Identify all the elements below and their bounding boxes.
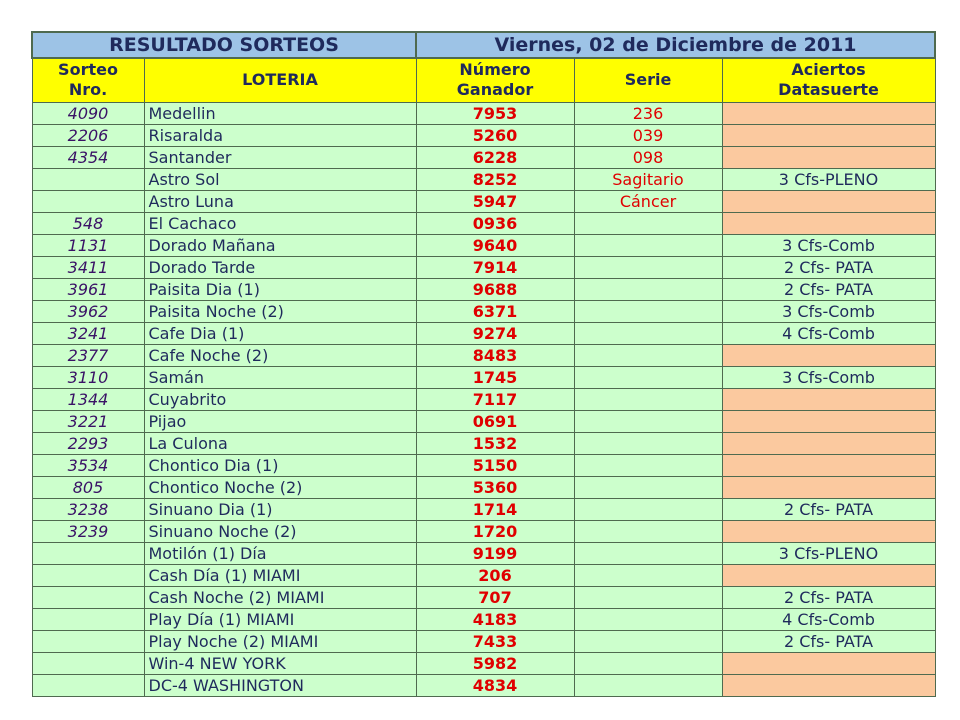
cell-serie[interactable] xyxy=(574,454,722,476)
table-row xyxy=(32,300,935,322)
cell-sorteo[interactable] xyxy=(32,564,144,586)
cell-sorteo[interactable]: 3221 xyxy=(32,410,144,432)
cell-sorteo[interactable] xyxy=(32,168,144,190)
cell-serie[interactable] xyxy=(574,476,722,498)
table-row xyxy=(32,168,935,190)
cell-loteria[interactable]: Paisita Dia (1) xyxy=(144,278,416,300)
cell-loteria[interactable]: Cafe Noche (2) xyxy=(144,344,416,366)
title-left: RESULTADO SORTEOS xyxy=(32,32,416,58)
cell-sorteo[interactable] xyxy=(32,674,144,696)
cell-loteria[interactable]: Motilón (1) Día xyxy=(144,542,416,564)
header-sorteo-line1: Sorteo xyxy=(58,60,118,80)
cell-aciertos[interactable] xyxy=(722,146,935,168)
table-row xyxy=(32,388,935,410)
cell-serie[interactable] xyxy=(574,586,722,608)
cell-loteria[interactable]: Win-4 NEW YORK xyxy=(144,652,416,674)
cell-serie[interactable] xyxy=(574,234,722,256)
cell-loteria[interactable]: Paisita Noche (2) xyxy=(144,300,416,322)
header-numero xyxy=(416,58,574,102)
cell-numero[interactable]: 7953 xyxy=(416,102,574,124)
results-table xyxy=(31,31,936,697)
cell-aciertos[interactable] xyxy=(722,212,935,234)
cell-sorteo[interactable]: 1344 xyxy=(32,388,144,410)
cell-numero[interactable]: 1714 xyxy=(416,498,574,520)
cell-numero[interactable]: 8252 xyxy=(416,168,574,190)
cell-aciertos[interactable] xyxy=(722,674,935,696)
table-row xyxy=(32,146,935,168)
cell-sorteo[interactable] xyxy=(32,586,144,608)
cell-aciertos[interactable] xyxy=(722,124,935,146)
cell-serie[interactable] xyxy=(574,322,722,344)
table-row xyxy=(32,410,935,432)
table-row xyxy=(32,454,935,476)
table-row xyxy=(32,190,935,212)
cell-sorteo[interactable]: 3241 xyxy=(32,322,144,344)
cell-loteria[interactable]: El Cachaco xyxy=(144,212,416,234)
cell-serie[interactable] xyxy=(574,410,722,432)
cell-sorteo[interactable]: 2377 xyxy=(32,344,144,366)
cell-serie[interactable] xyxy=(574,542,722,564)
cell-numero[interactable]: 7914 xyxy=(416,256,574,278)
table-row xyxy=(32,322,935,344)
table-row xyxy=(32,102,935,124)
cell-loteria[interactable]: Astro Luna xyxy=(144,190,416,212)
cell-sorteo[interactable]: 3534 xyxy=(32,454,144,476)
cell-serie[interactable] xyxy=(574,212,722,234)
cell-numero[interactable]: 9274 xyxy=(416,322,574,344)
header-numero-line1: Número xyxy=(459,60,531,80)
cell-loteria[interactable]: La Culona xyxy=(144,432,416,454)
cell-serie[interactable] xyxy=(574,256,722,278)
cell-loteria[interactable]: Cash Día (1) MIAMI xyxy=(144,564,416,586)
table-row xyxy=(32,366,935,388)
cell-sorteo[interactable]: 3239 xyxy=(32,520,144,542)
cell-loteria[interactable]: Dorado Tarde xyxy=(144,256,416,278)
cell-serie[interactable] xyxy=(574,344,722,366)
cell-numero[interactable]: 5360 xyxy=(416,476,574,498)
table-row xyxy=(32,432,935,454)
table-row xyxy=(32,586,935,608)
cell-aciertos[interactable]: 2 Cfs- PATA xyxy=(722,498,935,520)
cell-loteria[interactable]: Play Día (1) MIAMI xyxy=(144,608,416,630)
cell-aciertos[interactable] xyxy=(722,652,935,674)
cell-loteria[interactable]: Chontico Noche (2) xyxy=(144,476,416,498)
cell-aciertos[interactable]: 3 Cfs-PLENO xyxy=(722,168,935,190)
cell-sorteo[interactable]: 805 xyxy=(32,476,144,498)
cell-sorteo[interactable]: 3962 xyxy=(32,300,144,322)
cell-serie[interactable]: Sagitario xyxy=(574,168,722,190)
cell-numero[interactable]: 4834 xyxy=(416,674,574,696)
cell-numero[interactable]: 9640 xyxy=(416,234,574,256)
table-row xyxy=(32,630,935,652)
cell-serie[interactable] xyxy=(574,674,722,696)
cell-numero[interactable]: 5982 xyxy=(416,652,574,674)
header-aciertos-line1: Aciertos xyxy=(791,60,866,80)
cell-sorteo[interactable] xyxy=(32,652,144,674)
cell-serie[interactable] xyxy=(574,388,722,410)
cell-aciertos[interactable] xyxy=(722,388,935,410)
cell-aciertos[interactable] xyxy=(722,432,935,454)
cell-serie[interactable] xyxy=(574,520,722,542)
cell-serie[interactable] xyxy=(574,564,722,586)
cell-aciertos[interactable]: 4 Cfs-Comb xyxy=(722,322,935,344)
title-row xyxy=(32,32,935,58)
cell-serie[interactable] xyxy=(574,630,722,652)
cell-serie[interactable]: Cáncer xyxy=(574,190,722,212)
cell-numero[interactable]: 9688 xyxy=(416,278,574,300)
cell-sorteo[interactable]: 2206 xyxy=(32,124,144,146)
cell-aciertos[interactable]: 4 Cfs-Comb xyxy=(722,608,935,630)
table-row xyxy=(32,520,935,542)
table-row xyxy=(32,212,935,234)
cell-numero[interactable]: 0936 xyxy=(416,212,574,234)
header-sorteo-line2: Nro. xyxy=(68,80,108,100)
cell-numero[interactable]: 206 xyxy=(416,564,574,586)
cell-loteria[interactable]: Cash Noche (2) MIAMI xyxy=(144,586,416,608)
cell-numero[interactable]: 6371 xyxy=(416,300,574,322)
cell-aciertos[interactable]: 3 Cfs-Comb xyxy=(722,234,935,256)
table-row xyxy=(32,234,935,256)
cell-serie[interactable] xyxy=(574,652,722,674)
cell-numero[interactable]: 4183 xyxy=(416,608,574,630)
cell-sorteo[interactable]: 3961 xyxy=(32,278,144,300)
cell-sorteo[interactable]: 3411 xyxy=(32,256,144,278)
cell-aciertos[interactable] xyxy=(722,190,935,212)
cell-sorteo[interactable]: 548 xyxy=(32,212,144,234)
table-row xyxy=(32,476,935,498)
cell-numero[interactable]: 5150 xyxy=(416,454,574,476)
cell-aciertos[interactable] xyxy=(722,344,935,366)
cell-sorteo[interactable]: 4090 xyxy=(32,102,144,124)
header-aciertos xyxy=(722,58,935,102)
cell-aciertos[interactable]: 3 Cfs-PLENO xyxy=(722,542,935,564)
cell-sorteo[interactable]: 4354 xyxy=(32,146,144,168)
cell-numero[interactable]: 5947 xyxy=(416,190,574,212)
header-aciertos-line2: Datasuerte xyxy=(778,80,879,100)
title-date: Viernes, 02 de Diciembre de 2011 xyxy=(416,32,935,58)
cell-loteria[interactable]: DC-4 WASHINGTON xyxy=(144,674,416,696)
cell-aciertos[interactable]: 2 Cfs- PATA xyxy=(722,256,935,278)
cell-loteria[interactable]: Astro Sol xyxy=(144,168,416,190)
cell-loteria[interactable]: Medellin xyxy=(144,102,416,124)
cell-serie[interactable]: 098 xyxy=(574,146,722,168)
cell-loteria[interactable]: Risaralda xyxy=(144,124,416,146)
header-sorteo xyxy=(32,58,144,102)
cell-numero[interactable]: 9199 xyxy=(416,542,574,564)
cell-serie[interactable] xyxy=(574,608,722,630)
cell-sorteo[interactable]: 2293 xyxy=(32,432,144,454)
cell-serie[interactable] xyxy=(574,498,722,520)
cell-loteria[interactable]: Samán xyxy=(144,366,416,388)
cell-aciertos[interactable] xyxy=(722,410,935,432)
cell-numero[interactable]: 7433 xyxy=(416,630,574,652)
cell-aciertos[interactable] xyxy=(722,520,935,542)
cell-numero[interactable]: 5260 xyxy=(416,124,574,146)
cell-loteria[interactable]: Santander xyxy=(144,146,416,168)
cell-numero[interactable]: 1745 xyxy=(416,366,574,388)
table-row xyxy=(32,256,935,278)
cell-numero[interactable]: 1720 xyxy=(416,520,574,542)
table-row xyxy=(32,498,935,520)
table-row xyxy=(32,124,935,146)
cell-aciertos[interactable] xyxy=(722,102,935,124)
cell-sorteo[interactable] xyxy=(32,542,144,564)
cell-numero[interactable]: 707 xyxy=(416,586,574,608)
cell-aciertos[interactable]: 2 Cfs- PATA xyxy=(722,630,935,652)
table-row xyxy=(32,542,935,564)
cell-sorteo[interactable] xyxy=(32,630,144,652)
header-row xyxy=(32,58,935,102)
cell-aciertos[interactable]: 2 Cfs- PATA xyxy=(722,278,935,300)
cell-loteria[interactable]: Dorado Mañana xyxy=(144,234,416,256)
table-row xyxy=(32,674,935,696)
cell-loteria[interactable]: Cuyabrito xyxy=(144,388,416,410)
header-numero-line2: Ganador xyxy=(456,80,534,100)
cell-numero[interactable]: 1532 xyxy=(416,432,574,454)
cell-numero[interactable]: 0691 xyxy=(416,410,574,432)
cell-numero[interactable]: 7117 xyxy=(416,388,574,410)
table-row xyxy=(32,344,935,366)
cell-aciertos[interactable] xyxy=(722,476,935,498)
cell-serie[interactable]: 039 xyxy=(574,124,722,146)
header-loteria: LOTERIA xyxy=(144,58,416,102)
cell-sorteo[interactable] xyxy=(32,190,144,212)
cell-loteria[interactable]: Sinuano Dia (1) xyxy=(144,498,416,520)
cell-loteria[interactable]: Play Noche (2) MIAMI xyxy=(144,630,416,652)
cell-serie[interactable] xyxy=(574,300,722,322)
cell-loteria[interactable]: Cafe Dia (1) xyxy=(144,322,416,344)
cell-numero[interactable]: 6228 xyxy=(416,146,574,168)
cell-aciertos[interactable] xyxy=(722,454,935,476)
table-row xyxy=(32,608,935,630)
cell-aciertos[interactable]: 3 Cfs-Comb xyxy=(722,366,935,388)
table-row xyxy=(32,278,935,300)
cell-loteria[interactable]: Pijao xyxy=(144,410,416,432)
cell-aciertos[interactable] xyxy=(722,564,935,586)
cell-sorteo[interactable] xyxy=(32,608,144,630)
header-serie: Serie xyxy=(574,58,722,102)
cell-sorteo[interactable]: 3110 xyxy=(32,366,144,388)
cell-loteria[interactable]: Sinuano Noche (2) xyxy=(144,520,416,542)
cell-serie[interactable] xyxy=(574,366,722,388)
cell-aciertos[interactable]: 3 Cfs-Comb xyxy=(722,300,935,322)
cell-loteria[interactable]: Chontico Dia (1) xyxy=(144,454,416,476)
cell-serie[interactable] xyxy=(574,278,722,300)
cell-numero[interactable]: 8483 xyxy=(416,344,574,366)
cell-serie[interactable]: 236 xyxy=(574,102,722,124)
cell-sorteo[interactable]: 1131 xyxy=(32,234,144,256)
cell-sorteo[interactable]: 3238 xyxy=(32,498,144,520)
cell-serie[interactable] xyxy=(574,432,722,454)
table-row xyxy=(32,564,935,586)
cell-aciertos[interactable]: 2 Cfs- PATA xyxy=(722,586,935,608)
table-row xyxy=(32,652,935,674)
